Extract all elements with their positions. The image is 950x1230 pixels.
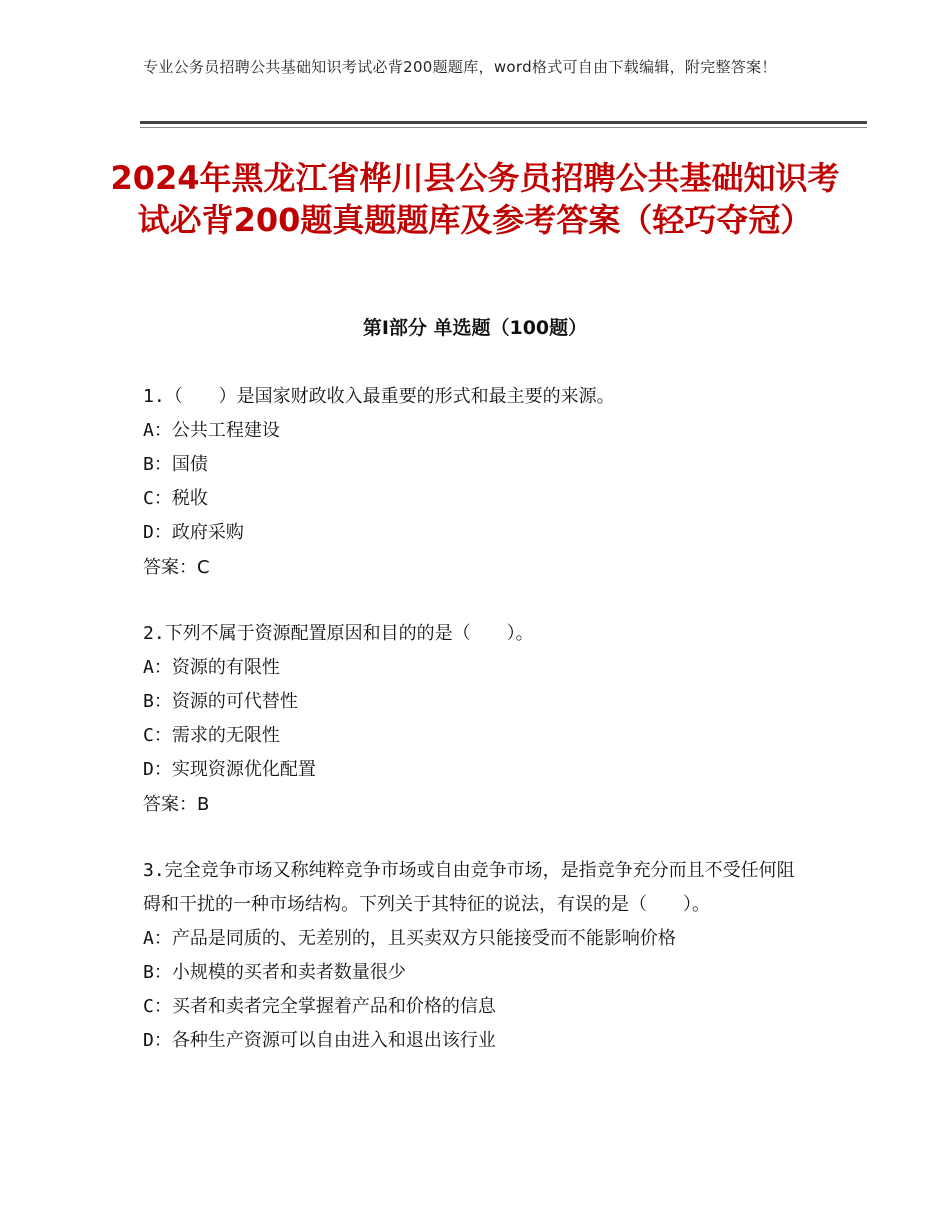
header-divider-thin bbox=[140, 127, 867, 128]
question-stem: 1.（ ）是国家财政收入最重要的形式和最主要的来源。 bbox=[143, 386, 615, 407]
option-b: B：资源的可代替性 bbox=[143, 691, 298, 712]
question-2 bbox=[143, 617, 803, 823]
option-c: C：税收 bbox=[143, 488, 208, 509]
document-title: 2024年黑龙江省桦川县公务员招聘公共基础知识考试必背200题真题题库及参考答案（轻巧夺冠） bbox=[110, 159, 840, 239]
answer-line: 答案：B bbox=[143, 794, 210, 815]
option-d: D：政府采购 bbox=[143, 522, 244, 543]
option-a: A：产品是同质的、无差别的，且买卖双方只能接受而不能影响价格 bbox=[143, 928, 676, 949]
header-note: 专业公务员招聘公共基础知识考试必背200题题库，word格式可自由下载编辑，附完整答案！ bbox=[143, 58, 777, 76]
header-divider bbox=[140, 121, 867, 124]
option-c: C：买者和卖者完全掌握着产品和价格的信息 bbox=[143, 996, 496, 1017]
option-d: D：各种生产资源可以自由进入和退出该行业 bbox=[143, 1030, 496, 1051]
option-a: A：资源的有限性 bbox=[143, 657, 280, 678]
option-d: D：实现资源优化配置 bbox=[143, 759, 316, 780]
question-list bbox=[143, 380, 803, 1089]
option-c: C：需求的无限性 bbox=[143, 725, 280, 746]
question-1 bbox=[143, 380, 803, 586]
option-b: B：国债 bbox=[143, 454, 208, 475]
option-a: A：公共工程建设 bbox=[143, 420, 280, 441]
question-stem: 2.下列不属于资源配置原因和目的的是（ ）。 bbox=[143, 623, 534, 644]
option-b: B：小规模的买者和卖者数量很少 bbox=[143, 962, 406, 983]
question-stem: 3.完全竞争市场又称纯粹竞争市场或自由竞争市场，是指竞争充分而且不受任何阻碍和干扰的一种市场结构。下列关于其特征的说法，有误的是（ ）。 bbox=[143, 860, 795, 915]
answer-line: 答案：C bbox=[143, 557, 210, 578]
question-3 bbox=[143, 854, 803, 1058]
section-title: 第Ⅰ部分 单选题（100题） bbox=[362, 317, 588, 339]
